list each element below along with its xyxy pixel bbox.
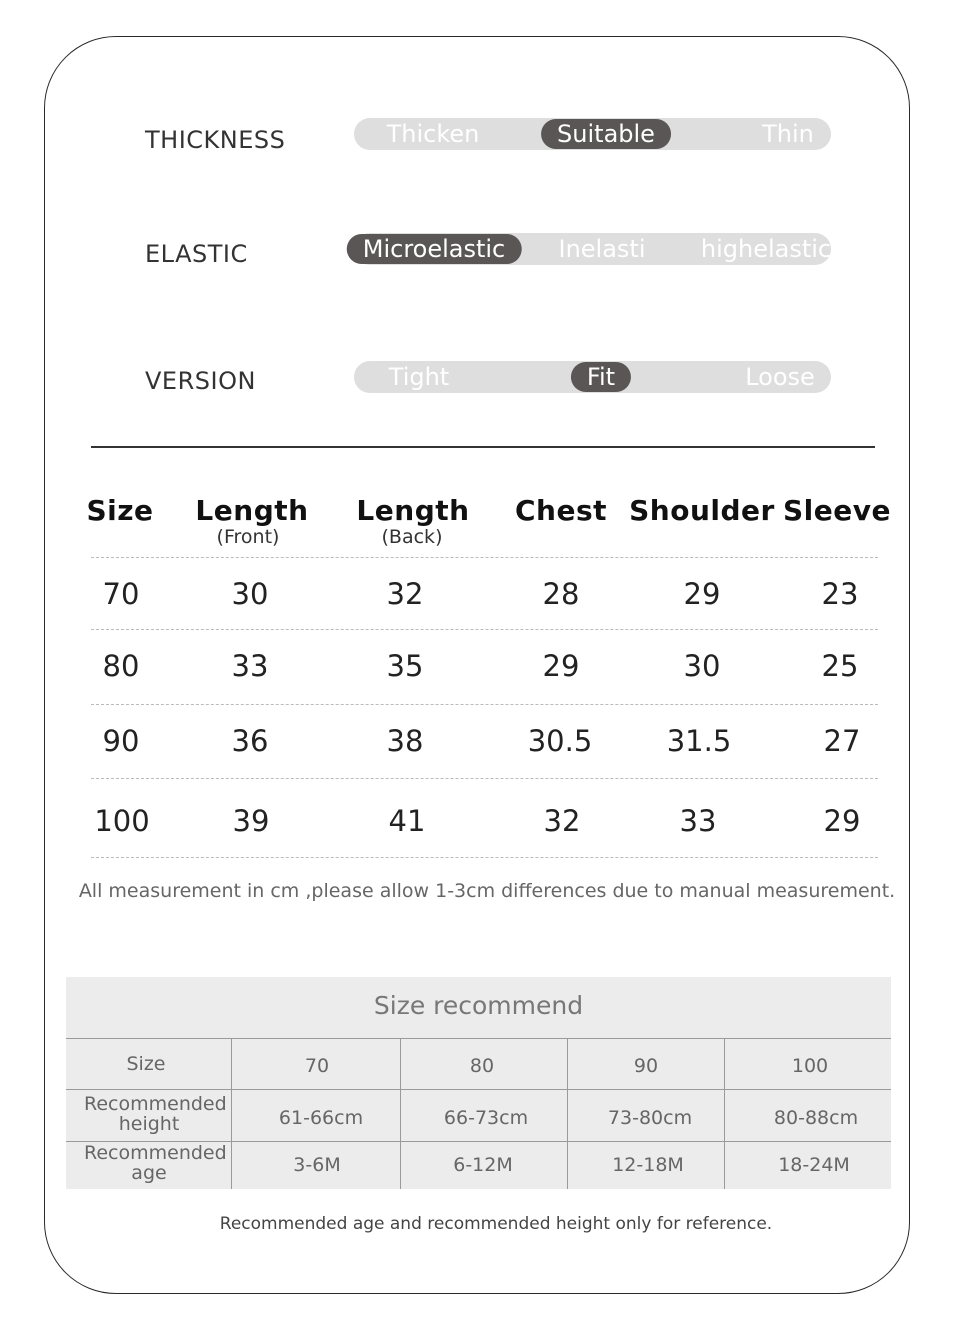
elastic-option-highelastic: highelastic: [700, 235, 832, 263]
cell-length-front: 36: [231, 724, 269, 758]
cell-sleeve: 27: [823, 724, 861, 758]
row-separator: [91, 704, 878, 705]
table-line: [567, 1038, 568, 1189]
rec-height: 80-88cm: [773, 1107, 859, 1129]
cell-length-back: 35: [386, 649, 424, 683]
cell-size: 90: [102, 724, 140, 758]
cell-sleeve: 23: [821, 577, 859, 611]
cell-chest: 29: [542, 649, 580, 683]
size-recommend-table: [66, 977, 891, 1189]
header-length-back: Length: [356, 494, 470, 527]
row-separator: [91, 857, 878, 858]
cell-length-front: 39: [232, 804, 270, 838]
measurement-note: All measurement in cm ,please allow 1-3cm differences due to manual measurement.: [78, 880, 896, 902]
rec-size: 100: [791, 1055, 829, 1077]
cell-shoulder: 29: [683, 577, 721, 611]
table-line: [66, 1038, 891, 1039]
cell-length-back: 32: [386, 577, 424, 611]
header-chest: Chest: [514, 494, 608, 527]
rec-age: 18-24M: [778, 1154, 850, 1176]
header-size: Size: [86, 494, 154, 527]
rec-size: 80: [469, 1055, 495, 1077]
version-option-loose: Loose: [745, 363, 815, 391]
header-length-front: Length: [195, 494, 309, 527]
cell-shoulder: 31.5: [666, 724, 732, 758]
elastic-option-microelastic-selected: Microelastic: [347, 234, 522, 264]
rec-height: 66-73cm: [443, 1107, 529, 1129]
cell-length-front: 33: [231, 649, 269, 683]
cell-size: 100: [94, 804, 150, 838]
thickness-scale: [354, 118, 831, 150]
cell-size: 80: [102, 649, 140, 683]
table-line: [724, 1038, 725, 1189]
thickness-option-suitable-selected: Suitable: [541, 119, 671, 149]
cell-shoulder: 30: [683, 649, 721, 683]
cell-chest: 30.5: [527, 724, 593, 758]
row-separator: [91, 557, 878, 558]
thickness-option-thin: Thin: [762, 120, 814, 148]
version-option-fit-selected: Fit: [571, 362, 631, 392]
row-separator: [91, 778, 878, 779]
cell-sleeve: 29: [823, 804, 861, 838]
cell-length-back: 41: [388, 804, 426, 838]
cell-chest: 32: [543, 804, 581, 838]
thickness-label: THICKNESS: [145, 126, 286, 154]
table-line: [400, 1038, 401, 1189]
rec-height: 73-80cm: [607, 1107, 693, 1129]
elastic-scale: [354, 233, 831, 265]
rec-size: 70: [304, 1055, 330, 1077]
cell-shoulder: 33: [679, 804, 717, 838]
cell-size: 70: [102, 577, 140, 611]
cell-chest: 28: [542, 577, 580, 611]
rec-size: 90: [633, 1055, 659, 1077]
cell-sleeve: 25: [821, 649, 859, 683]
elastic-option-inelasti: Inelasti: [558, 235, 646, 263]
rec-age: 12-18M: [612, 1154, 684, 1176]
thickness-option-thicken: Thicken: [386, 120, 480, 148]
header-length-front-sub: (Front): [216, 526, 280, 548]
table-line: [66, 1089, 891, 1090]
row-label-size: Size: [126, 1053, 166, 1075]
recommend-note: Recommended age and recommended height only for reference.: [219, 1214, 773, 1234]
header-length-back-sub: (Back): [381, 526, 443, 548]
table-line: [231, 1038, 232, 1189]
row-separator: [91, 629, 878, 630]
cell-length-back: 38: [386, 724, 424, 758]
row-label-height: Recommended height: [84, 1093, 227, 1135]
rec-age: 6-12M: [453, 1154, 513, 1176]
section-divider: [91, 446, 875, 448]
header-shoulder: Shoulder: [629, 494, 775, 527]
row-label-age: Recommended age: [84, 1142, 227, 1184]
cell-length-front: 30: [231, 577, 269, 611]
size-recommend-title: Size recommend: [373, 991, 584, 1020]
rec-height: 61-66cm: [278, 1107, 364, 1129]
rec-age: 3-6M: [293, 1154, 341, 1176]
version-label: VERSION: [145, 367, 256, 395]
elastic-label: ELASTIC: [145, 240, 248, 268]
version-option-tight: Tight: [388, 363, 450, 391]
version-scale: [354, 361, 831, 393]
header-sleeve: Sleeve: [783, 494, 891, 527]
